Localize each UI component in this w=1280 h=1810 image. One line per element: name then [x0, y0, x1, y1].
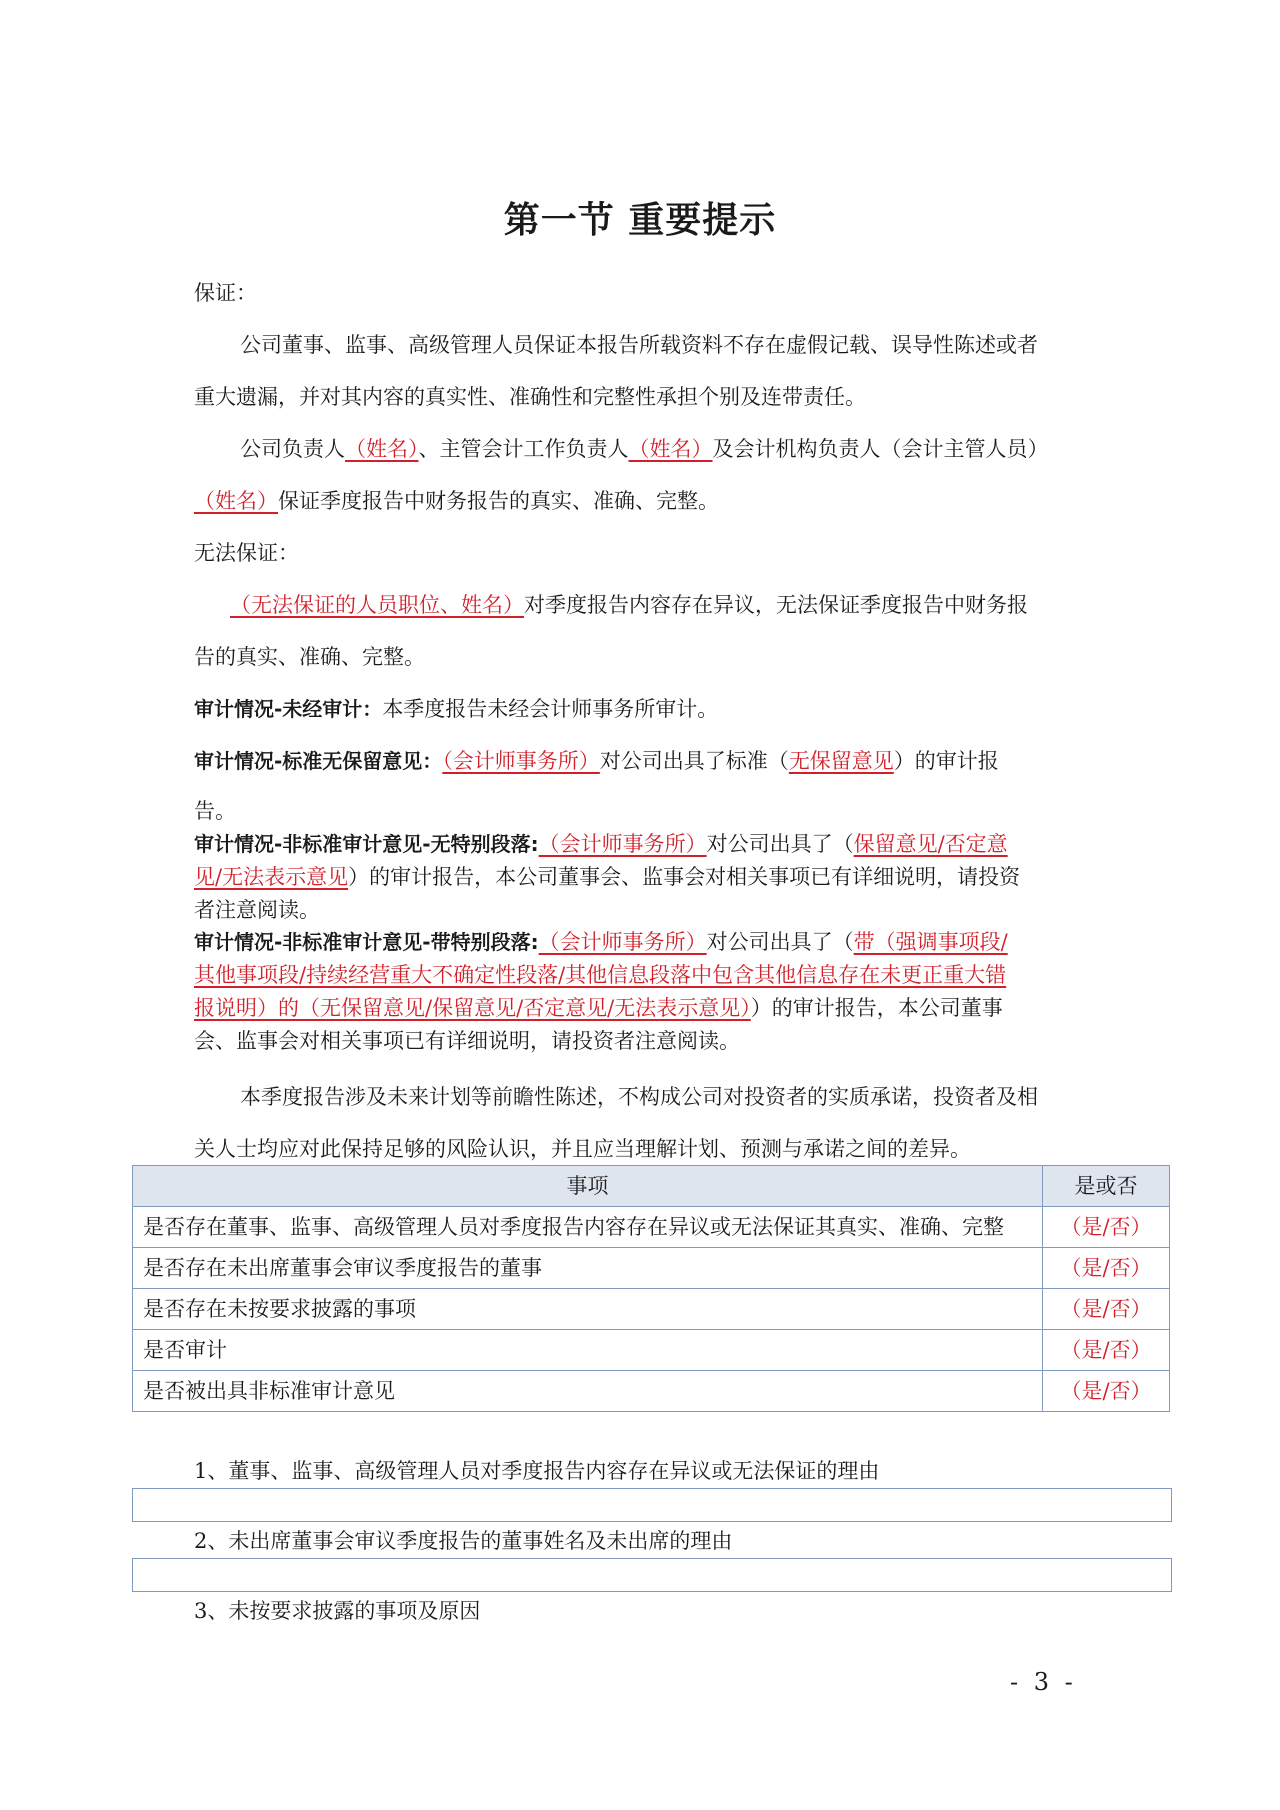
text-span: 本季度报告未经会计师事务所审计。 [382, 697, 719, 721]
guarantee-heading: 保证： [194, 281, 257, 305]
guarantee-paragraph-line2: 重大遗漏，并对其内容的真实性、准确性和完整性承担个别及连带责任。 [194, 385, 866, 409]
audit-unaudited [194, 696, 1094, 722]
placeholder-opinion: 无保留意见 [788, 749, 894, 773]
audit-label: 审计情况-未经审计： [194, 697, 383, 721]
text-span: ）的审计报告，本公司董事 [750, 996, 1003, 1020]
section-title: 第一节 重要提示 [503, 200, 777, 241]
paragraph-line [194, 926, 1094, 959]
audit-standard-line1 [194, 748, 1094, 774]
audit-nonstandard-1 [194, 828, 1094, 927]
table-row [133, 1330, 1170, 1371]
audit-standard-line2: 告。 [194, 799, 236, 823]
audit-nonstandard-2 [194, 926, 1094, 1058]
table-cell-question: 是否存在董事、监事、高级管理人员对季度报告内容存在异议或无法保证其真实、准确、完整 [133, 1207, 1043, 1248]
table-cell-question: 是否存在未出席董事会审议季度报告的董事 [133, 1248, 1043, 1289]
responsible-persons-line1 [240, 436, 1140, 462]
column-header-yes-no: 是或否 [1043, 1166, 1170, 1207]
placeholder-opinion: 带（强调事项段/ [853, 930, 1008, 954]
placeholder-opinion: 见/无法表示意见 [194, 865, 349, 889]
placeholder-firm: （会计师事务所） [538, 832, 707, 856]
text-span: 及会计机构负责人（会计主管人员） [712, 437, 1049, 461]
text-span: 、主管会计工作负责人 [418, 437, 629, 461]
disclosure-table [132, 1165, 1170, 1412]
no-guarantee-heading: 无法保证： [194, 541, 299, 565]
text-span: ）的审计报告，本公司董事会、监事会对相关事项已有详细说明，请投资 [348, 865, 1021, 889]
table-cell-answer: （是/否） [1043, 1371, 1170, 1412]
placeholder-firm: （会计师事务所） [538, 930, 707, 954]
text-span: 对季度报告内容存在异议，无法保证季度报告中财务报 [524, 593, 1028, 617]
page-number: - 3 - [1010, 1668, 1077, 1696]
placeholder-opinion: 保留意见/否定意 [853, 832, 1008, 856]
text-span: ）的审计报 [893, 749, 999, 773]
paragraph-line: 者注意阅读。 [194, 898, 320, 922]
item-2-box [132, 1558, 1172, 1592]
column-header-item: 事项 [133, 1166, 1043, 1207]
text-span: 保证季度报告中财务报告的真实、准确、完整。 [278, 489, 719, 513]
audit-label: 审计情况-标准无保留意见： [194, 749, 443, 773]
placeholder-name: （姓名） [345, 437, 419, 461]
table-cell-answer: （是/否） [1043, 1248, 1170, 1289]
audit-label: 审计情况-非标准审计意见-无特别段落: [194, 832, 539, 856]
table-row [133, 1371, 1170, 1412]
paragraph-line [194, 861, 1094, 894]
guarantee-paragraph-line1: 公司董事、监事、高级管理人员保证本报告所载资料不存在虚假记载、误导性陈述或者 [240, 333, 1038, 357]
table-cell-question: 是否被出具非标准审计意见 [133, 1371, 1043, 1412]
item-1-box [132, 1488, 1172, 1522]
forward-looking-line2: 关人士均应对此保持足够的风险认识，并且应当理解计划、预测与承诺之间的差异。 [194, 1137, 971, 1161]
table-row [133, 1207, 1170, 1248]
item-2-label: 2、未出席董事会审议季度报告的董事姓名及未出席的理由 [194, 1529, 733, 1553]
text-span: 对公司出具了（ [706, 832, 854, 856]
paragraph-line: 其他事项段/持续经营重大不确定性段落/其他信息段落中包含其他信息存在未更正重大错 [194, 963, 1007, 987]
placeholder-opinion: 报说明）的（无保留意见/保留意见/否定意见/无法表示意见） [194, 996, 751, 1020]
table-header-row [133, 1166, 1170, 1207]
text-span: 对公司出具了标准（ [599, 749, 789, 773]
placeholder-name: （姓名） [628, 437, 713, 461]
forward-looking-line1: 本季度报告涉及未来计划等前瞻性陈述，不构成公司对投资者的实质承诺，投资者及相 [240, 1085, 1038, 1109]
item-1-label: 1、董事、监事、高级管理人员对季度报告内容存在异议或无法保证的理由 [194, 1459, 880, 1483]
table-cell-answer: （是/否） [1043, 1289, 1170, 1330]
table-row [133, 1248, 1170, 1289]
audit-label: 审计情况-非标准审计意见-带特别段落: [194, 930, 539, 954]
no-guarantee-line1 [230, 592, 1130, 618]
table-row [133, 1289, 1170, 1330]
table-cell-answer: （是/否） [1043, 1330, 1170, 1371]
paragraph-line [194, 828, 1094, 861]
responsible-persons-line2 [194, 488, 1094, 514]
placeholder-persons: （无法保证的人员职位、姓名） [230, 593, 524, 617]
item-3-label: 3、未按要求披露的事项及原因 [194, 1599, 481, 1623]
table-cell-question: 是否存在未按要求披露的事项 [133, 1289, 1043, 1330]
paragraph-line: 会、监事会对相关事项已有详细说明，请投资者注意阅读。 [194, 1029, 740, 1053]
text-span: 对公司出具了（ [706, 930, 854, 954]
paragraph-line [194, 992, 1094, 1025]
no-guarantee-line2: 告的真实、准确、完整。 [194, 645, 425, 669]
table-cell-question: 是否审计 [133, 1330, 1043, 1371]
table-cell-answer: （是/否） [1043, 1207, 1170, 1248]
text-span: 公司负责人 [240, 437, 345, 461]
placeholder-firm: （会计师事务所） [442, 749, 600, 773]
placeholder-name: （姓名） [194, 489, 278, 513]
